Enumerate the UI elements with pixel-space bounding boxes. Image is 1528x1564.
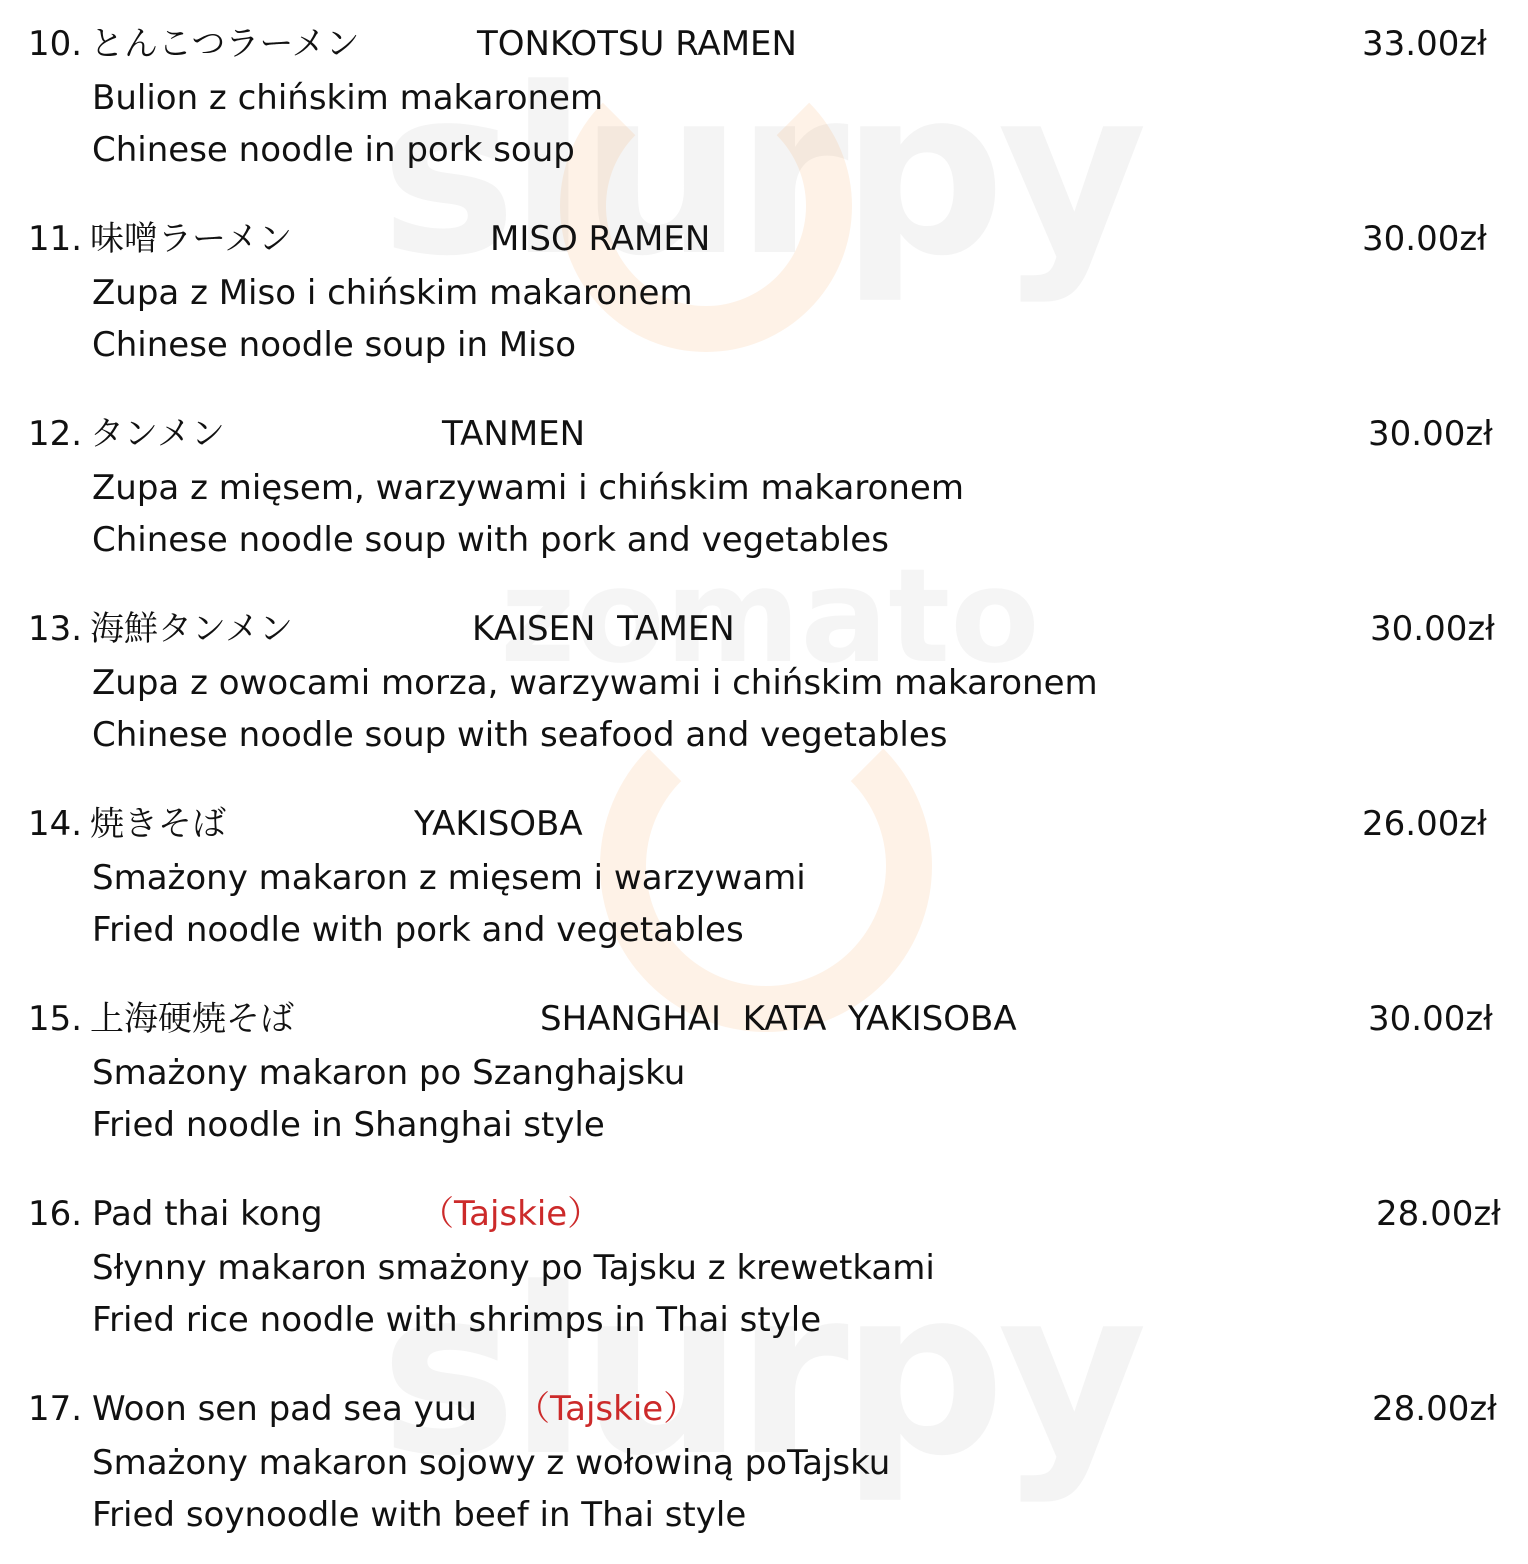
item-description-english: Chinese noodle soup with seafood and vegetables [92, 715, 948, 755]
item-price: 30.00zł [1370, 609, 1495, 649]
item-name-english: KAISEN TAMEN [472, 609, 735, 649]
item-description-polish: Zupa z mięsem, warzywami i chińskim makaronem [92, 468, 964, 508]
item-description-english: Fried soynoodle with beef in Thai style [92, 1495, 747, 1535]
item-price: 30.00zł [1368, 999, 1493, 1039]
item-name-japanese: とんこつラーメン [90, 24, 360, 64]
item-name-japanese: 味噌ラーメン [90, 219, 293, 259]
item-price: 28.00zł [1376, 1194, 1501, 1234]
item-name-japanese: タンメン [90, 414, 225, 454]
item-description-english: Fried rice noodle with shrimps in Thai style [92, 1300, 822, 1340]
item-number: 12. [28, 414, 83, 454]
menu-item [0, 195, 1528, 390]
menu-item [0, 975, 1528, 1170]
item-price: 30.00zł [1362, 219, 1487, 259]
item-name-english: Pad thai kong [92, 1194, 323, 1234]
item-number: 17. [28, 1389, 83, 1429]
item-name-english: MISO RAMEN [490, 219, 711, 259]
item-number: 15. [28, 999, 83, 1039]
item-price: 26.00zł [1362, 804, 1487, 844]
item-name-japanese: 上海硬焼そば [90, 999, 294, 1039]
menu-item [0, 1170, 1528, 1365]
item-name-english: TONKOTSU RAMEN [477, 24, 797, 64]
item-name-english: SHANGHAI KATA YAKISOBA [540, 999, 1017, 1039]
item-name-english: TANMEN [442, 414, 586, 454]
item-description-polish: Słynny makaron smażony po Tajsku z krewetkami [92, 1248, 935, 1288]
item-number: 16. [28, 1194, 83, 1234]
item-description-polish: Smażony makaron sojowy z wołowiną poTajsku [92, 1443, 891, 1483]
item-price: 33.00zł [1362, 24, 1487, 64]
item-description-polish: Zupa z Miso i chińskim makaronem [92, 273, 693, 313]
menu-item [0, 0, 1528, 195]
item-tag: （Tajskie） [420, 1194, 602, 1234]
item-name-japanese: 海鮮タンメン [90, 609, 293, 649]
item-description-polish: Smażony makaron po Szanghajsku [92, 1053, 686, 1093]
item-number: 11. [28, 219, 83, 259]
item-number: 13. [28, 609, 83, 649]
item-description-english: Chinese noodle soup in Miso [92, 325, 577, 365]
menu-item [0, 585, 1528, 780]
item-number: 10. [28, 24, 83, 64]
item-description-english: Fried noodle in Shanghai style [92, 1105, 605, 1145]
item-name-japanese: 焼きそば [90, 804, 226, 844]
item-description-polish: Zupa z owocami morza, warzywami i chińskim makaronem [92, 663, 1098, 703]
item-tag: （Tajskie） [516, 1389, 698, 1429]
item-name-english: YAKISOBA [414, 804, 583, 844]
menu-item [0, 390, 1528, 585]
item-price: 28.00zł [1372, 1389, 1497, 1429]
item-price: 30.00zł [1368, 414, 1493, 454]
item-description-polish: Bulion z chińskim makaronem [92, 78, 604, 118]
item-description-polish: Smażony makaron z mięsem i warzywami [92, 858, 806, 898]
item-description-english: Chinese noodle soup with pork and vegetables [92, 520, 889, 560]
item-description-english: Fried noodle with pork and vegetables [92, 910, 744, 950]
item-number: 14. [28, 804, 83, 844]
item-description-english: Chinese noodle in pork soup [92, 130, 575, 170]
menu-item [0, 1365, 1528, 1560]
item-name-english: Woon sen pad sea yuu [92, 1389, 477, 1429]
menu-item [0, 780, 1528, 975]
